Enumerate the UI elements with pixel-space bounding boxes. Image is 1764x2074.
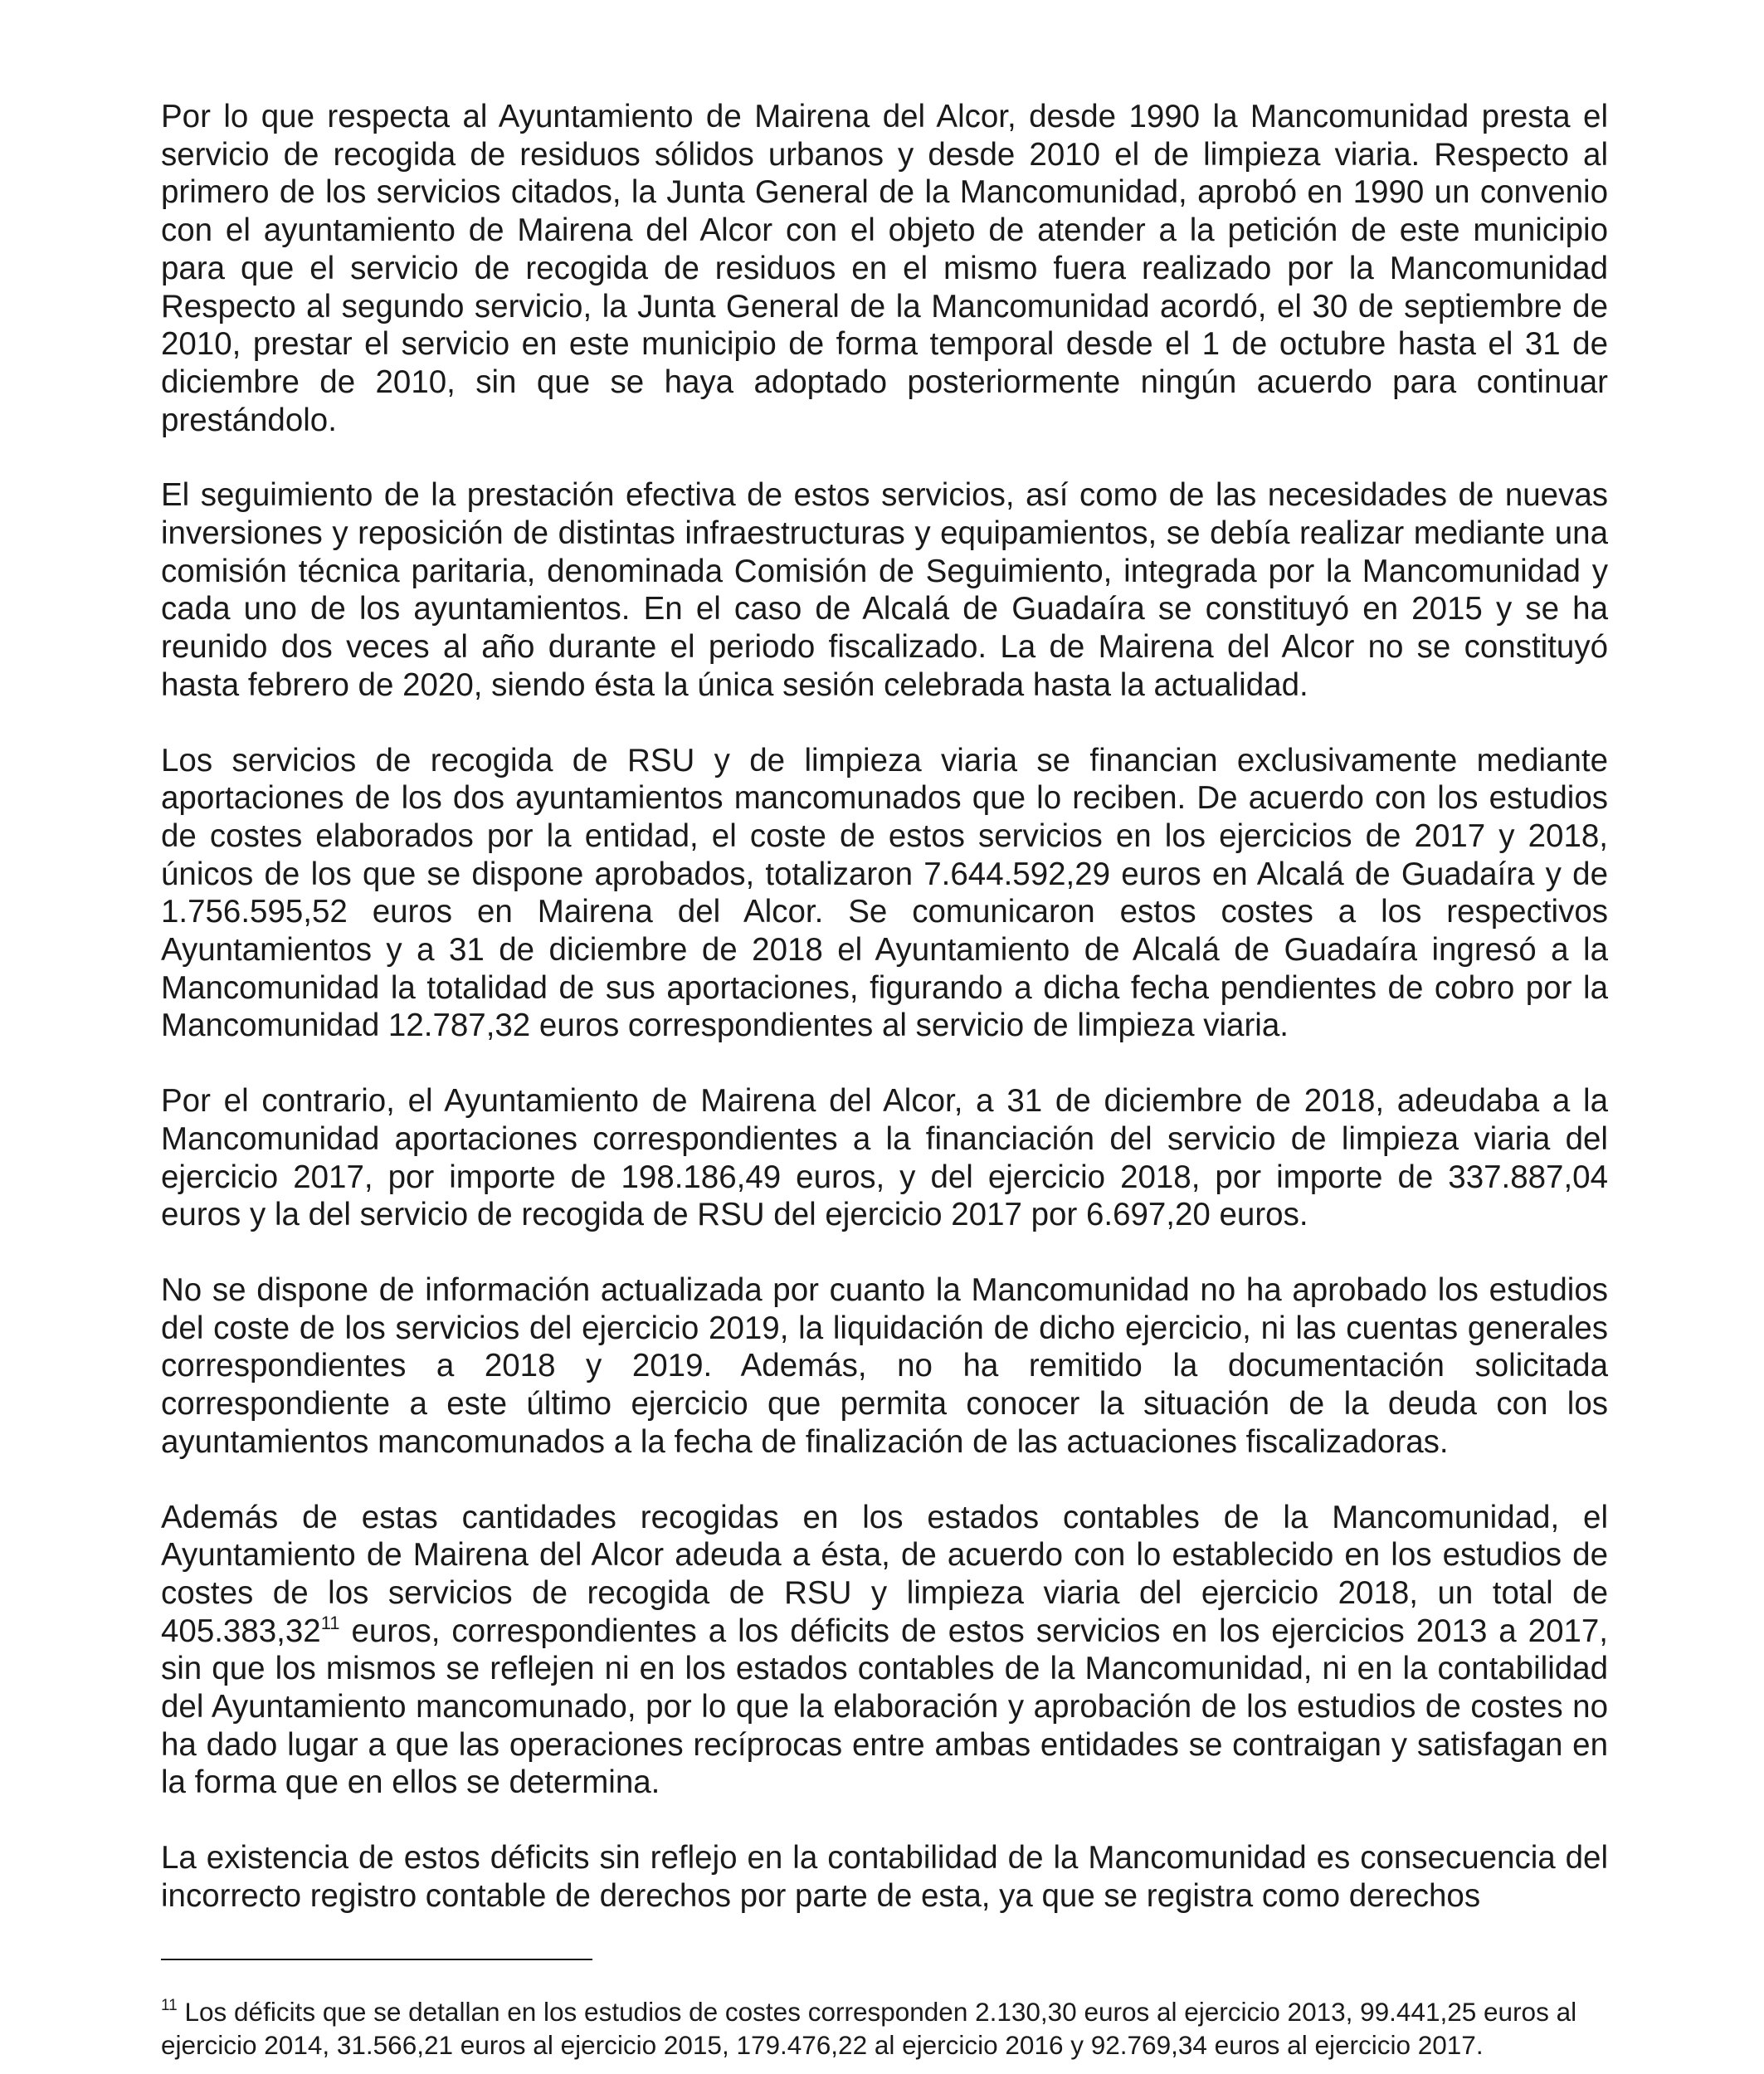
paragraph-accounting-record: La existencia de estos déficits sin reflejo en la contabilidad de la Mancomunidad es consecuencia del incorrecto registro contable de derechos por parte de esta, ya que se registra como derechos xyxy=(161,1840,1608,1914)
paragraph-mairena-debt: Por el contrario, el Ayuntamiento de Mairena del Alcor, a 31 de diciembre de 2018, adeudaba a la Mancomunidad aportaciones correspondientes a la financiación del servicio de limpieza viaria del ejercicio 2017, por importe de 198.186,49 euros, y del ejercicio 2018, por importe de 337.887,04 euros y la del servicio de recogida de RSU del ejercicio 2017 por 6.697,20 euros. xyxy=(161,1083,1608,1233)
paragraph-deficits-text-after: euros, correspondientes a los déficits de estos servicios en los ejercicios 2013 a 2017, sin que los mismos se reflejen ni en los estados contables de la Mancomunidad, ni en la contabilidad del Ayuntamiento mancomunado, por lo que la elaboración y aprobación de los estudios de costes no ha dado lugar a que las operaciones recíprocas entre ambas entidades se contraigan y satisfagan en la forma que en ellos se determina. xyxy=(161,1613,1608,1801)
footnote-reference[interactable]: 11 xyxy=(320,1612,340,1633)
footnote-divider xyxy=(161,1959,592,1960)
paragraph-monitoring-commission: El seguimiento de la prestación efectiva de estos servicios, así como de las necesidades de nuevas inversiones y reposición de distintas infraestructuras y equipamientos, se debía realizar mediante una comisión técnica paritaria, denominada Comisión de Seguimiento, integrada por la Mancomunidad y cada uno de los ayuntamientos. En el caso de Alcalá de Guadaíra se constituyó en 2015 y se ha reunido dos veces al año durante el periodo fiscalizado. La de Mairena del Alcor no se constituyó hasta febrero de 2020, siendo ésta la única sesión celebrada hasta la actualidad. xyxy=(161,477,1608,703)
footnote-number: 11 xyxy=(161,1997,178,2014)
document-body xyxy=(161,98,1608,1953)
paragraph-no-updated-info: No se dispone de información actualizada por cuanto la Mancomunidad no ha aprobado los estudios del coste de los servicios del ejercicio 2019, la liquidación de dicho ejercicio, ni las cuentas generales correspondientes a 2018 y 2019. Además, no ha remitido la documentación solicitada correspondiente a este último ejercicio que permita conocer la situación de la deuda con los ayuntamientos mancomunados a la fecha de finalización de las actuaciones fiscalizadoras. xyxy=(161,1271,1608,1460)
paragraph-deficits-text-before: Además de estas cantidades recogidas en los estados contables de la Mancomunidad, el Ayuntamiento de Mairena del Alcor adeuda a ésta, de acuerdo con lo establecido en los estudios de costes de los servicios de recogida de RSU y limpieza viaria del ejercicio 2018, un total de 405.383,32 xyxy=(161,1499,1608,1649)
footnote xyxy=(161,1995,1608,2062)
paragraph-mairena-services: Por lo que respecta al Ayuntamiento de Mairena del Alcor, desde 1990 la Mancomunidad presta el servicio de recogida de residuos sólidos urbanos y desde 2010 el de limpieza viaria. Respecto al primero de los servicios citados, la Junta General de la Mancomunidad, aprobó en 1990 un convenio con el ayuntamiento de Mairena del Alcor con el objeto de atender a la petición de este municipio para que el servicio de recogida de residuos en el mismo fuera realizado por la Mancomunidad Respecto al segundo servicio, la Junta General de la Mancomunidad acordó, el 30 de septiembre de 2010, prestar el servicio en este municipio de forma temporal desde el 1 de octubre hasta el 31 de diciembre de 2010, sin que se haya adoptado posteriormente ningún acuerdo para continuar prestándolo. xyxy=(161,99,1608,438)
paragraph-financing: Los servicios de recogida de RSU y de limpieza viaria se financian exclusivamente mediante aportaciones de los dos ayuntamientos mancomunados que lo reciben. De acuerdo con los estudios de costes elaborados por la entidad, el coste de estos servicios en los ejercicios de 2017 y 2018, únicos de los que se dispone aprobados, totalizaron 7.644.592,29 euros en Alcalá de Guadaíra y de 1.756.595,52 euros en Mairena del Alcor. Se comunicaron estos costes a los respectivos Ayuntamientos y a 31 de diciembre de 2018 el Ayuntamiento de Alcalá de Guadaíra ingresó a la Mancomunidad la totalidad de sus aportaciones, figurando a dicha fecha pendientes de cobro por la Mancomunidad 12.787,32 euros correspondientes al servicio de limpieza viaria. xyxy=(161,742,1608,1044)
footnote-text: Los déficits que se detallan en los estudios de costes corresponden 2.130,30 euros al ejercicio 2013, 99.441,25 euros al ejercicio 2014, 31.566,21 euros al ejercicio 2015, 179.476,22 al ejercicio 2016 y 92.769,34 euros al ejercicio 2017. xyxy=(161,1997,1577,2060)
paragraph-deficits xyxy=(161,1499,1608,1803)
